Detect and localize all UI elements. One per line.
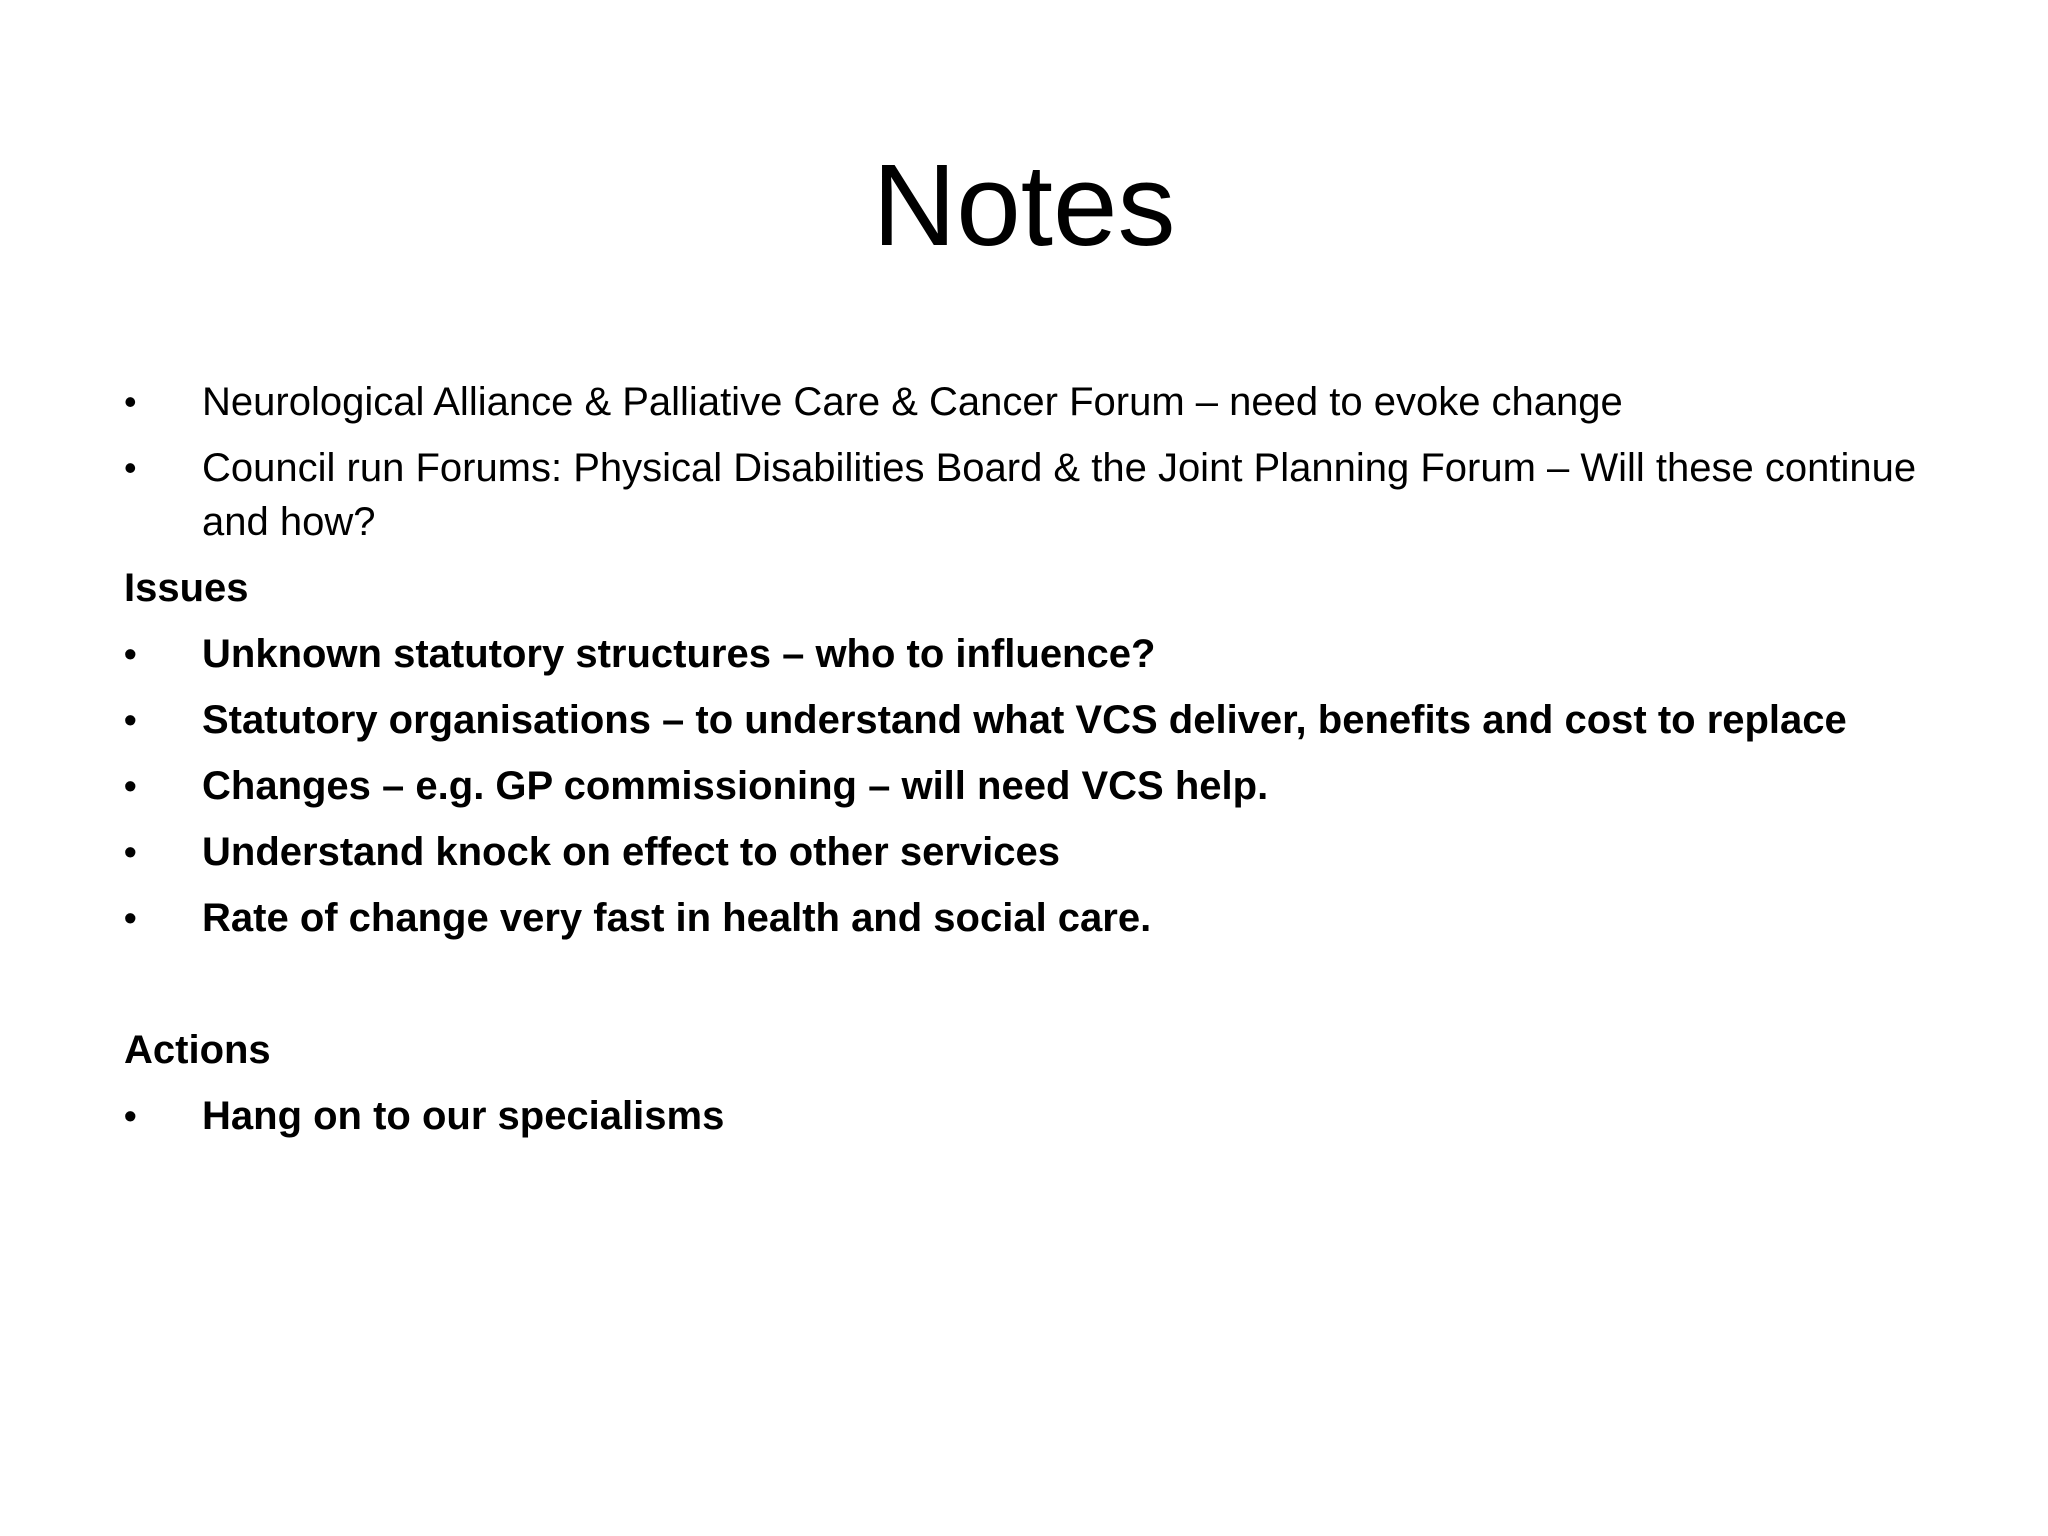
- list-item-text: Statutory organisations – to understand what VCS deliver, benefits and cost to replace: [202, 698, 1847, 742]
- list-item-text: Rate of change very fast in health and social care.: [202, 896, 1152, 940]
- bullet-icon: •: [124, 831, 137, 872]
- issues-heading: Issues: [124, 566, 249, 610]
- spacer: [124, 957, 1984, 1023]
- list-item-text: Unknown statutory structures – who to influence?: [202, 632, 1156, 676]
- list-item-text: Changes – e.g. GP commissioning – will need VCS help.: [202, 764, 1269, 808]
- list-item: [124, 693, 1984, 747]
- bullet-icon: •: [124, 765, 137, 806]
- actions-heading: Actions: [124, 1028, 271, 1072]
- bullet-icon: •: [124, 381, 137, 422]
- list-item-text: Understand knock on effect to other services: [202, 830, 1061, 874]
- slide-title: Notes: [872, 140, 1176, 270]
- list-item: [124, 759, 1984, 813]
- list-item: [124, 891, 1984, 945]
- list-item: [124, 441, 1984, 549]
- bullet-icon: •: [124, 699, 137, 740]
- bullet-icon: •: [124, 447, 137, 488]
- bullet-icon: •: [124, 897, 137, 938]
- list-item-text: Council run Forums: Physical Disabilities Board & the Joint Planning Forum – Will these continue and how?: [202, 446, 1917, 544]
- list-item: [124, 1089, 1984, 1143]
- list-item-text: Hang on to our specialisms: [202, 1094, 725, 1138]
- list-item: [124, 627, 1984, 681]
- list-item-text: Neurological Alliance & Palliative Care & Cancer Forum – need to evoke change: [202, 380, 1623, 424]
- list-item: [124, 825, 1984, 879]
- bullet-icon: •: [124, 1095, 137, 1136]
- slide-body: [124, 375, 1984, 1155]
- list-item: [124, 375, 1984, 429]
- bullet-icon: •: [124, 633, 137, 674]
